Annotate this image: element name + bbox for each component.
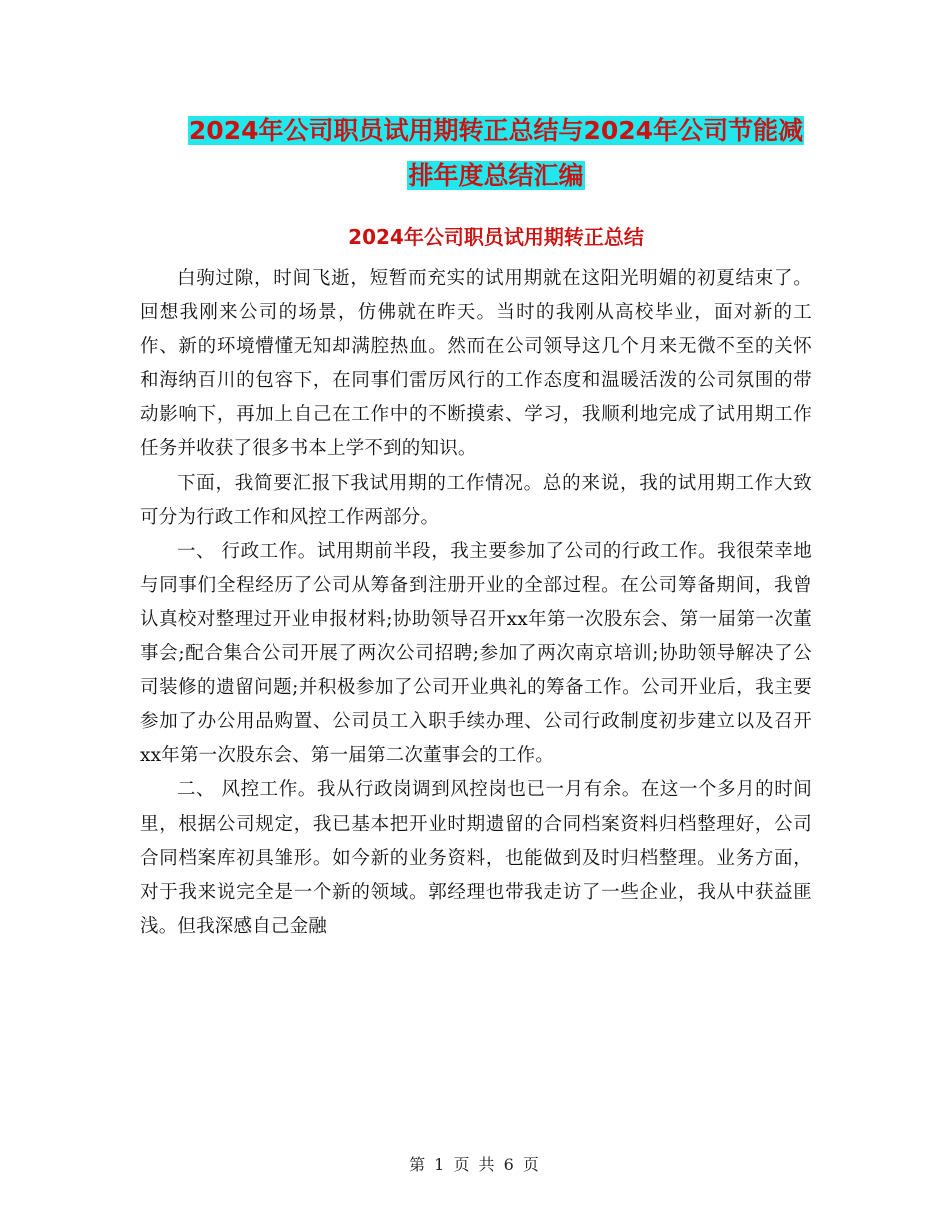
document-body [140, 262, 812, 944]
paragraph-1: 白驹过隙，时间飞逝，短暂而充实的试用期就在这阳光明媚的初夏结束了。回想我刚来公司的场景，仿佛就在昨天。当时的我刚从高校毕业，面对新的工作、新的环境懵懂无知却满腔热血。然而在公司领导这几个月来无微不至的关怀和海纳百川的包容下，在同事们雷厉风行的工作态度和温暖活泼的公司氛围的带动影响下，再加上自己在工作中的不断摸索、学习，我顺利地完成了试用期工作任务并收获了很多书本上学不到的知识。 [140, 268, 812, 460]
document-title-line-1: 2024年公司职员试用期转正总结与2024年公司节能减 [188, 116, 804, 145]
section-title: 2024年公司职员试用期转正总结 [348, 225, 644, 249]
page-number-footer: 第 1 页 共 6 页 [409, 1155, 541, 1174]
paragraph-2: 下面，我简要汇报下我试用期的工作情况。总的来说，我的试用期工作大致可分为行政工作和风控工作两部分。 [140, 472, 812, 528]
paragraph-3: 一、 行政工作。试用期前半段，我主要参加了公司的行政工作。我很荣幸地与同事们全程经历了公司从筹备到注册开业的全部过程。在公司筹备期间，我曾认真校对整理过开业申报材料;协助领导召开xx年第一次股东会、第一届第一次董事会;配合集合公司开展了两次公司招聘;参加了两次南京培训;协助领导解决了公司装修的遗留问题;并积极参加了公司开业典礼的筹备工作。公司开业后，我主要参加了办公用品购置、公司员工入职手续办理、公司行政制度初步建立以及召开xx年第一次股东会、第一届第二次董事会的工作。 [140, 540, 812, 767]
document-title [140, 108, 852, 198]
paragraph-4: 二、 风控工作。我从行政岗调到风控岗也已一月有余。在这一个多月的时间里，根据公司规定，我已基本把开业时期遗留的合同档案资料归档整理好，公司合同档案库初具雏形。如今新的业务资料，也能做到及时归档整理。业务方面，对于我来说完全是一个新的领域。郭经理也带我走访了一些企业，我从中获益匪浅。但我深感自己金融 [140, 779, 812, 937]
document-title-line-2: 排年度总结汇编 [408, 161, 584, 190]
